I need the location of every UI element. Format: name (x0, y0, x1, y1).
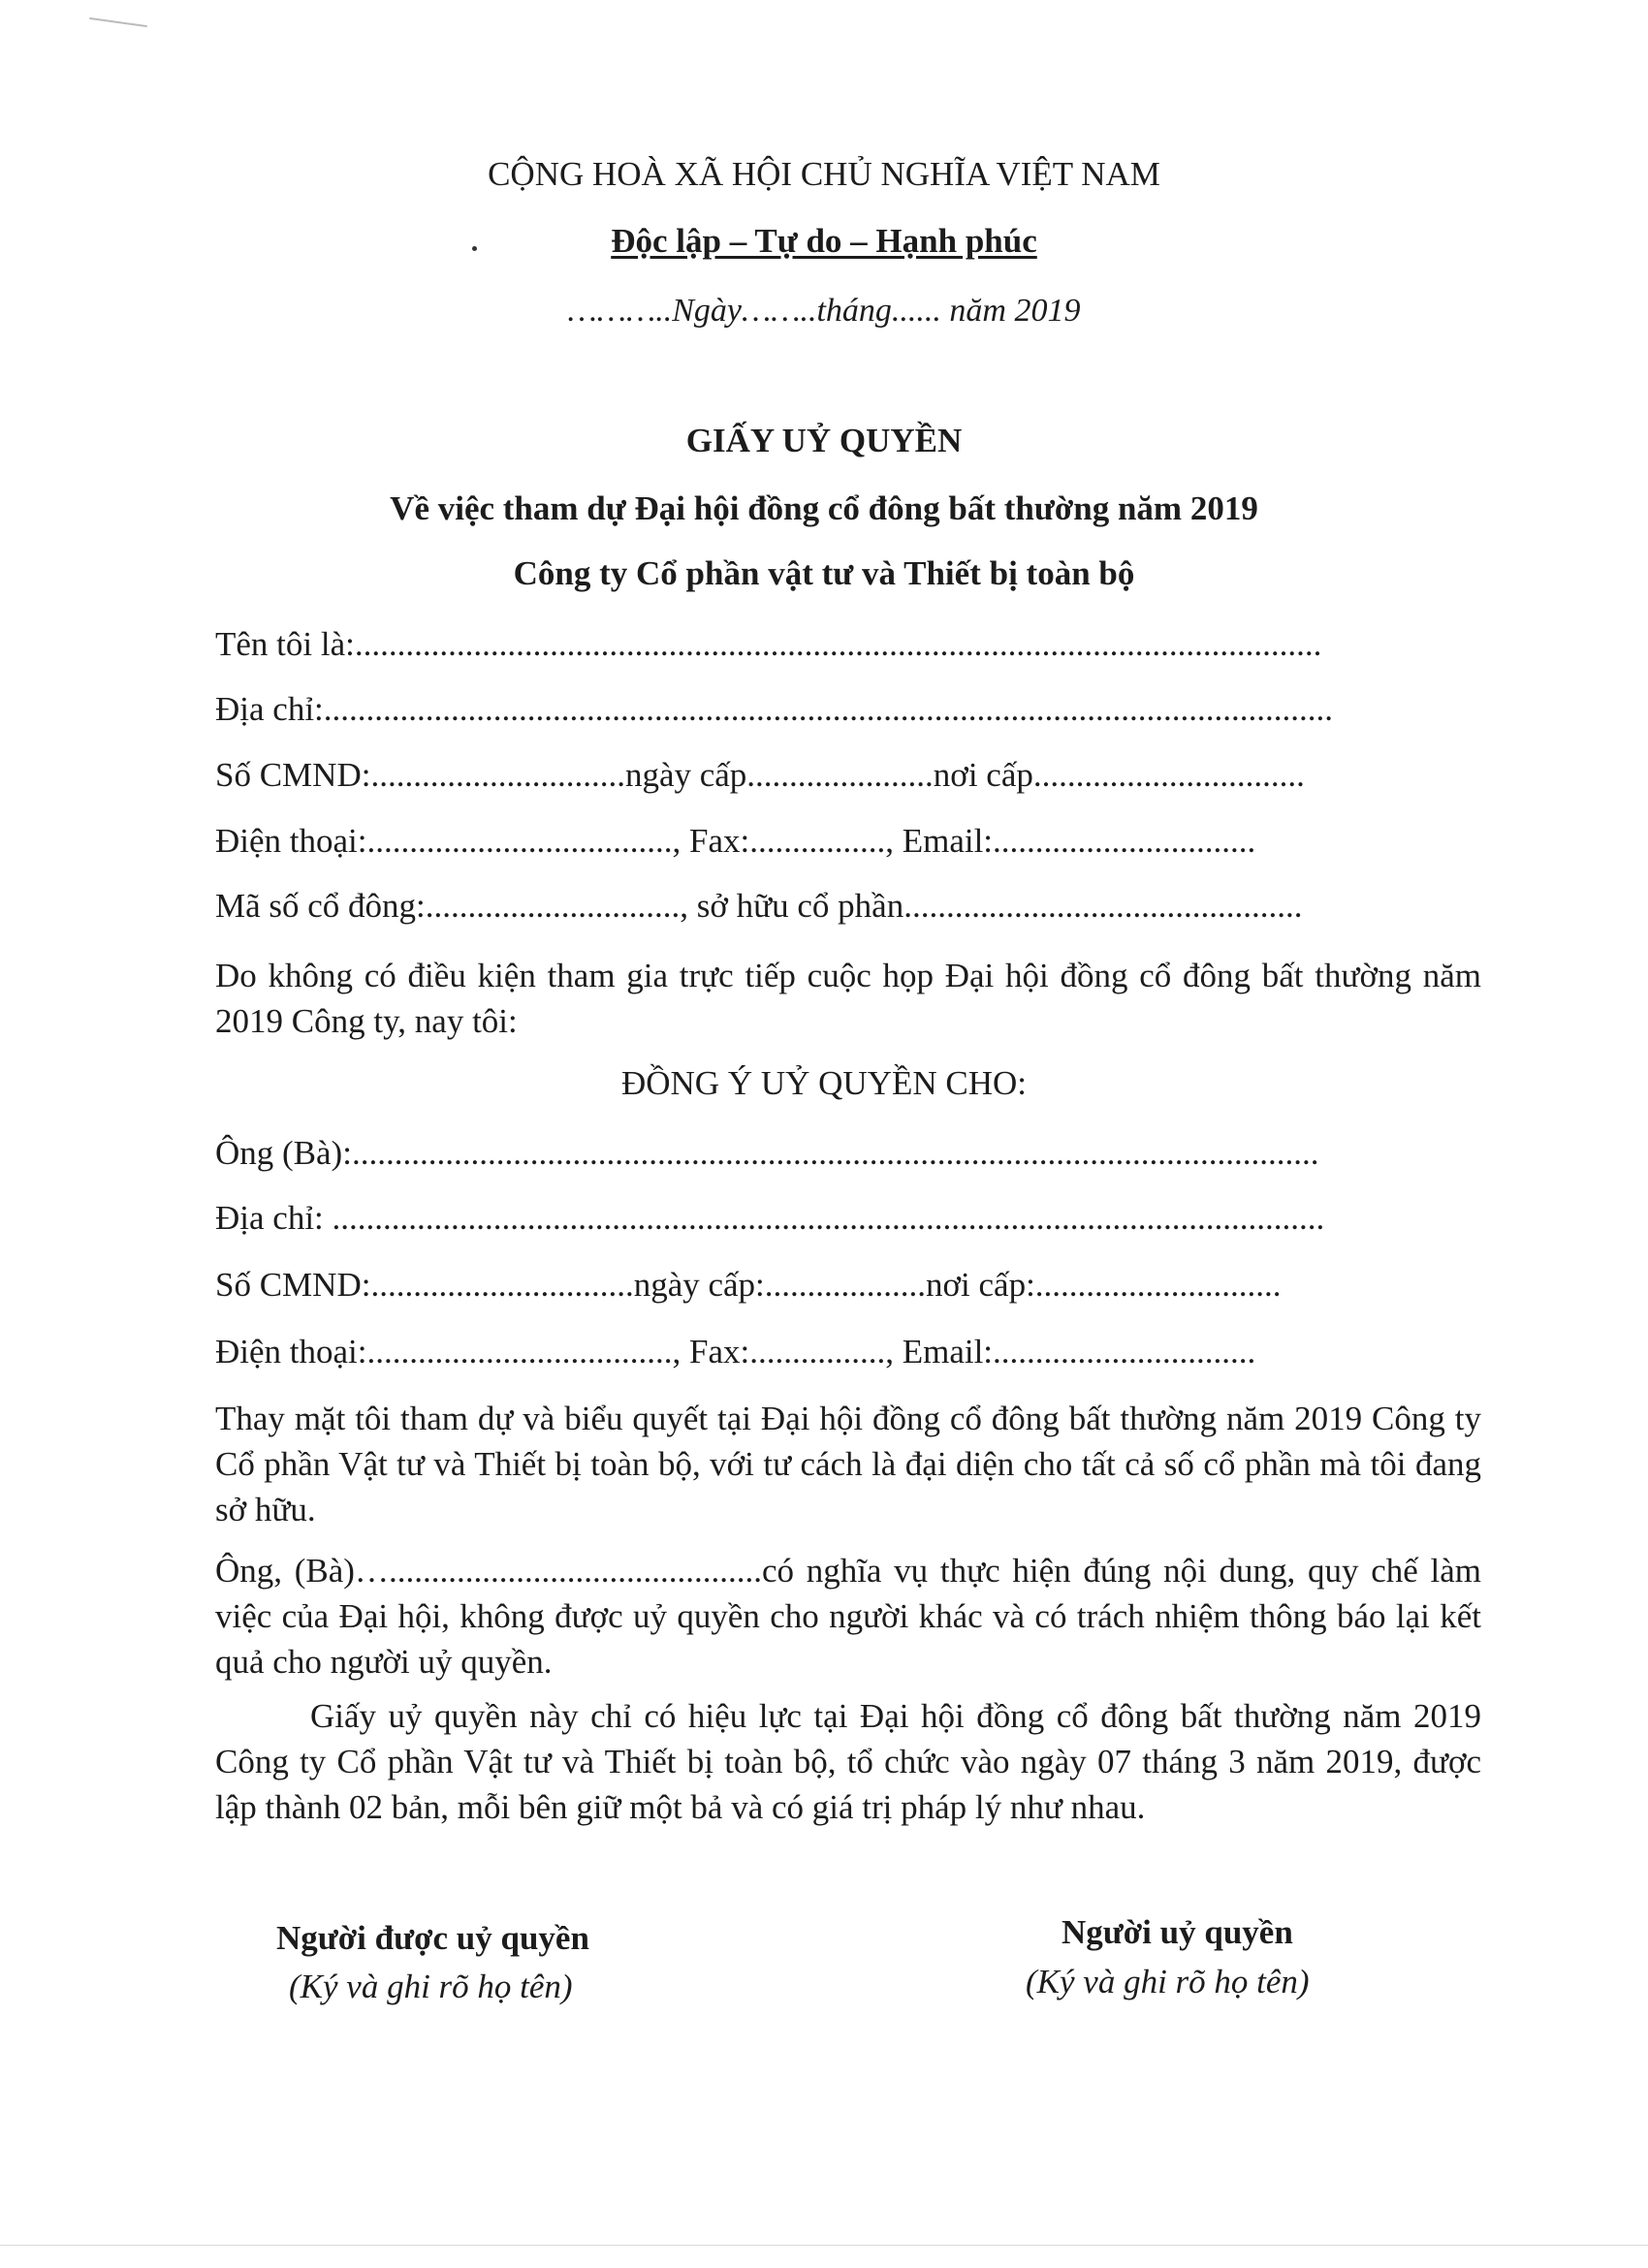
grantor-signature-note: (Ký và ghi rõ họ tên) (1026, 1963, 1310, 2000)
document-title: GIẤY UỶ QUYỀN (685, 422, 963, 459)
validity-paragraph: Giấy uỷ quyền này chỉ có hiệu lực tại Đại hội đồng cổ đông bất thường năm 2019 Công ty Cổ phần Vật tư và Thiết bị toàn bộ, tổ chức vào ngày 07 tháng 3 năm 2019, được lập thành 02 bản, mỗi bên giữ một bả và có giá trị pháp lý như nhau. (215, 1697, 1481, 1826)
document-subtitle-1: Về việc tham dự Đại hội đồng cổ đông bất thường năm 2019 (390, 489, 1258, 527)
reason-paragraph: Do không có điều kiện tham gia trực tiếp cuộc họp Đại hội đồng cổ đông bất thường năm 2019 Công ty, nay tôi: (215, 957, 1481, 1040)
scan-line-bottom (0, 2245, 1648, 2246)
grantee-contact-field: Điện thoại:...................................., Fax:................, Email:............................... (215, 1333, 1256, 1370)
motto: Độc lập – Tự do – Hạnh phúc (611, 222, 1037, 260)
grantor-signature-title: Người uỷ quyền (1062, 1913, 1293, 1951)
grantor-name-field: Tên tôi là:.................................................................................................................. (215, 625, 1322, 663)
obligation-paragraph: Ông, (Bà)…............................................có nghĩa vụ thực hiện đúng nội dung, quy chế làm việc của Đại hội, không được uỷ quyền cho người khác và có trách nhiệm thông báo lại kết quả cho người uỷ quyền. (215, 1552, 1481, 1681)
grantor-id-field: Số CMND:..............................ngày cấp......................nơi cấp................................ (215, 756, 1305, 794)
national-title: CỘNG HOÀ XÃ HỘI CHỦ NGHĨA VIỆT NAM (488, 155, 1160, 193)
grantee-name-field: Ông (Bà):.................................................................................................................. (215, 1134, 1319, 1172)
grantor-shareholder-field: Mã số cổ đông:.............................., sở hữu cổ phần............................................... (215, 887, 1303, 925)
agree-heading: ĐỒNG Ý UỶ QUYỀN CHO: (620, 1064, 1028, 1102)
date-line: ………..Ngày……..tháng...... năm 2019 (567, 293, 1081, 329)
grantor-address-field: Địa chỉ:....................................................................................................................... (215, 690, 1334, 728)
grantor-contact-field: Điện thoại:...................................., Fax:................, Email:............................... (215, 822, 1256, 860)
document-subtitle-2: Công ty Cổ phần vật tư và Thiết bị toàn bộ (513, 554, 1135, 592)
representation-paragraph: Thay mặt tôi tham dự và biểu quyết tại Đại hội đồng cổ đông bất thường năm 2019 Công ty Cổ phần Vật tư và Thiết bị toàn bộ, với tư cách là đại diện cho tất cả số cổ phần mà tôi đang sở hữu. (215, 1400, 1481, 1528)
grantee-address-field: Địa chỉ: ..................................................................................................................... (215, 1199, 1325, 1237)
grantee-id-field: Số CMND:...............................ngày cấp:...................nơi cấp:............................. (215, 1266, 1282, 1304)
grantee-signature-title: Người được uỷ quyền (276, 1919, 589, 1957)
scan-mark-top-left (89, 17, 147, 27)
grantee-signature-note: (Ký và ghi rõ họ tên) (289, 1968, 573, 2005)
